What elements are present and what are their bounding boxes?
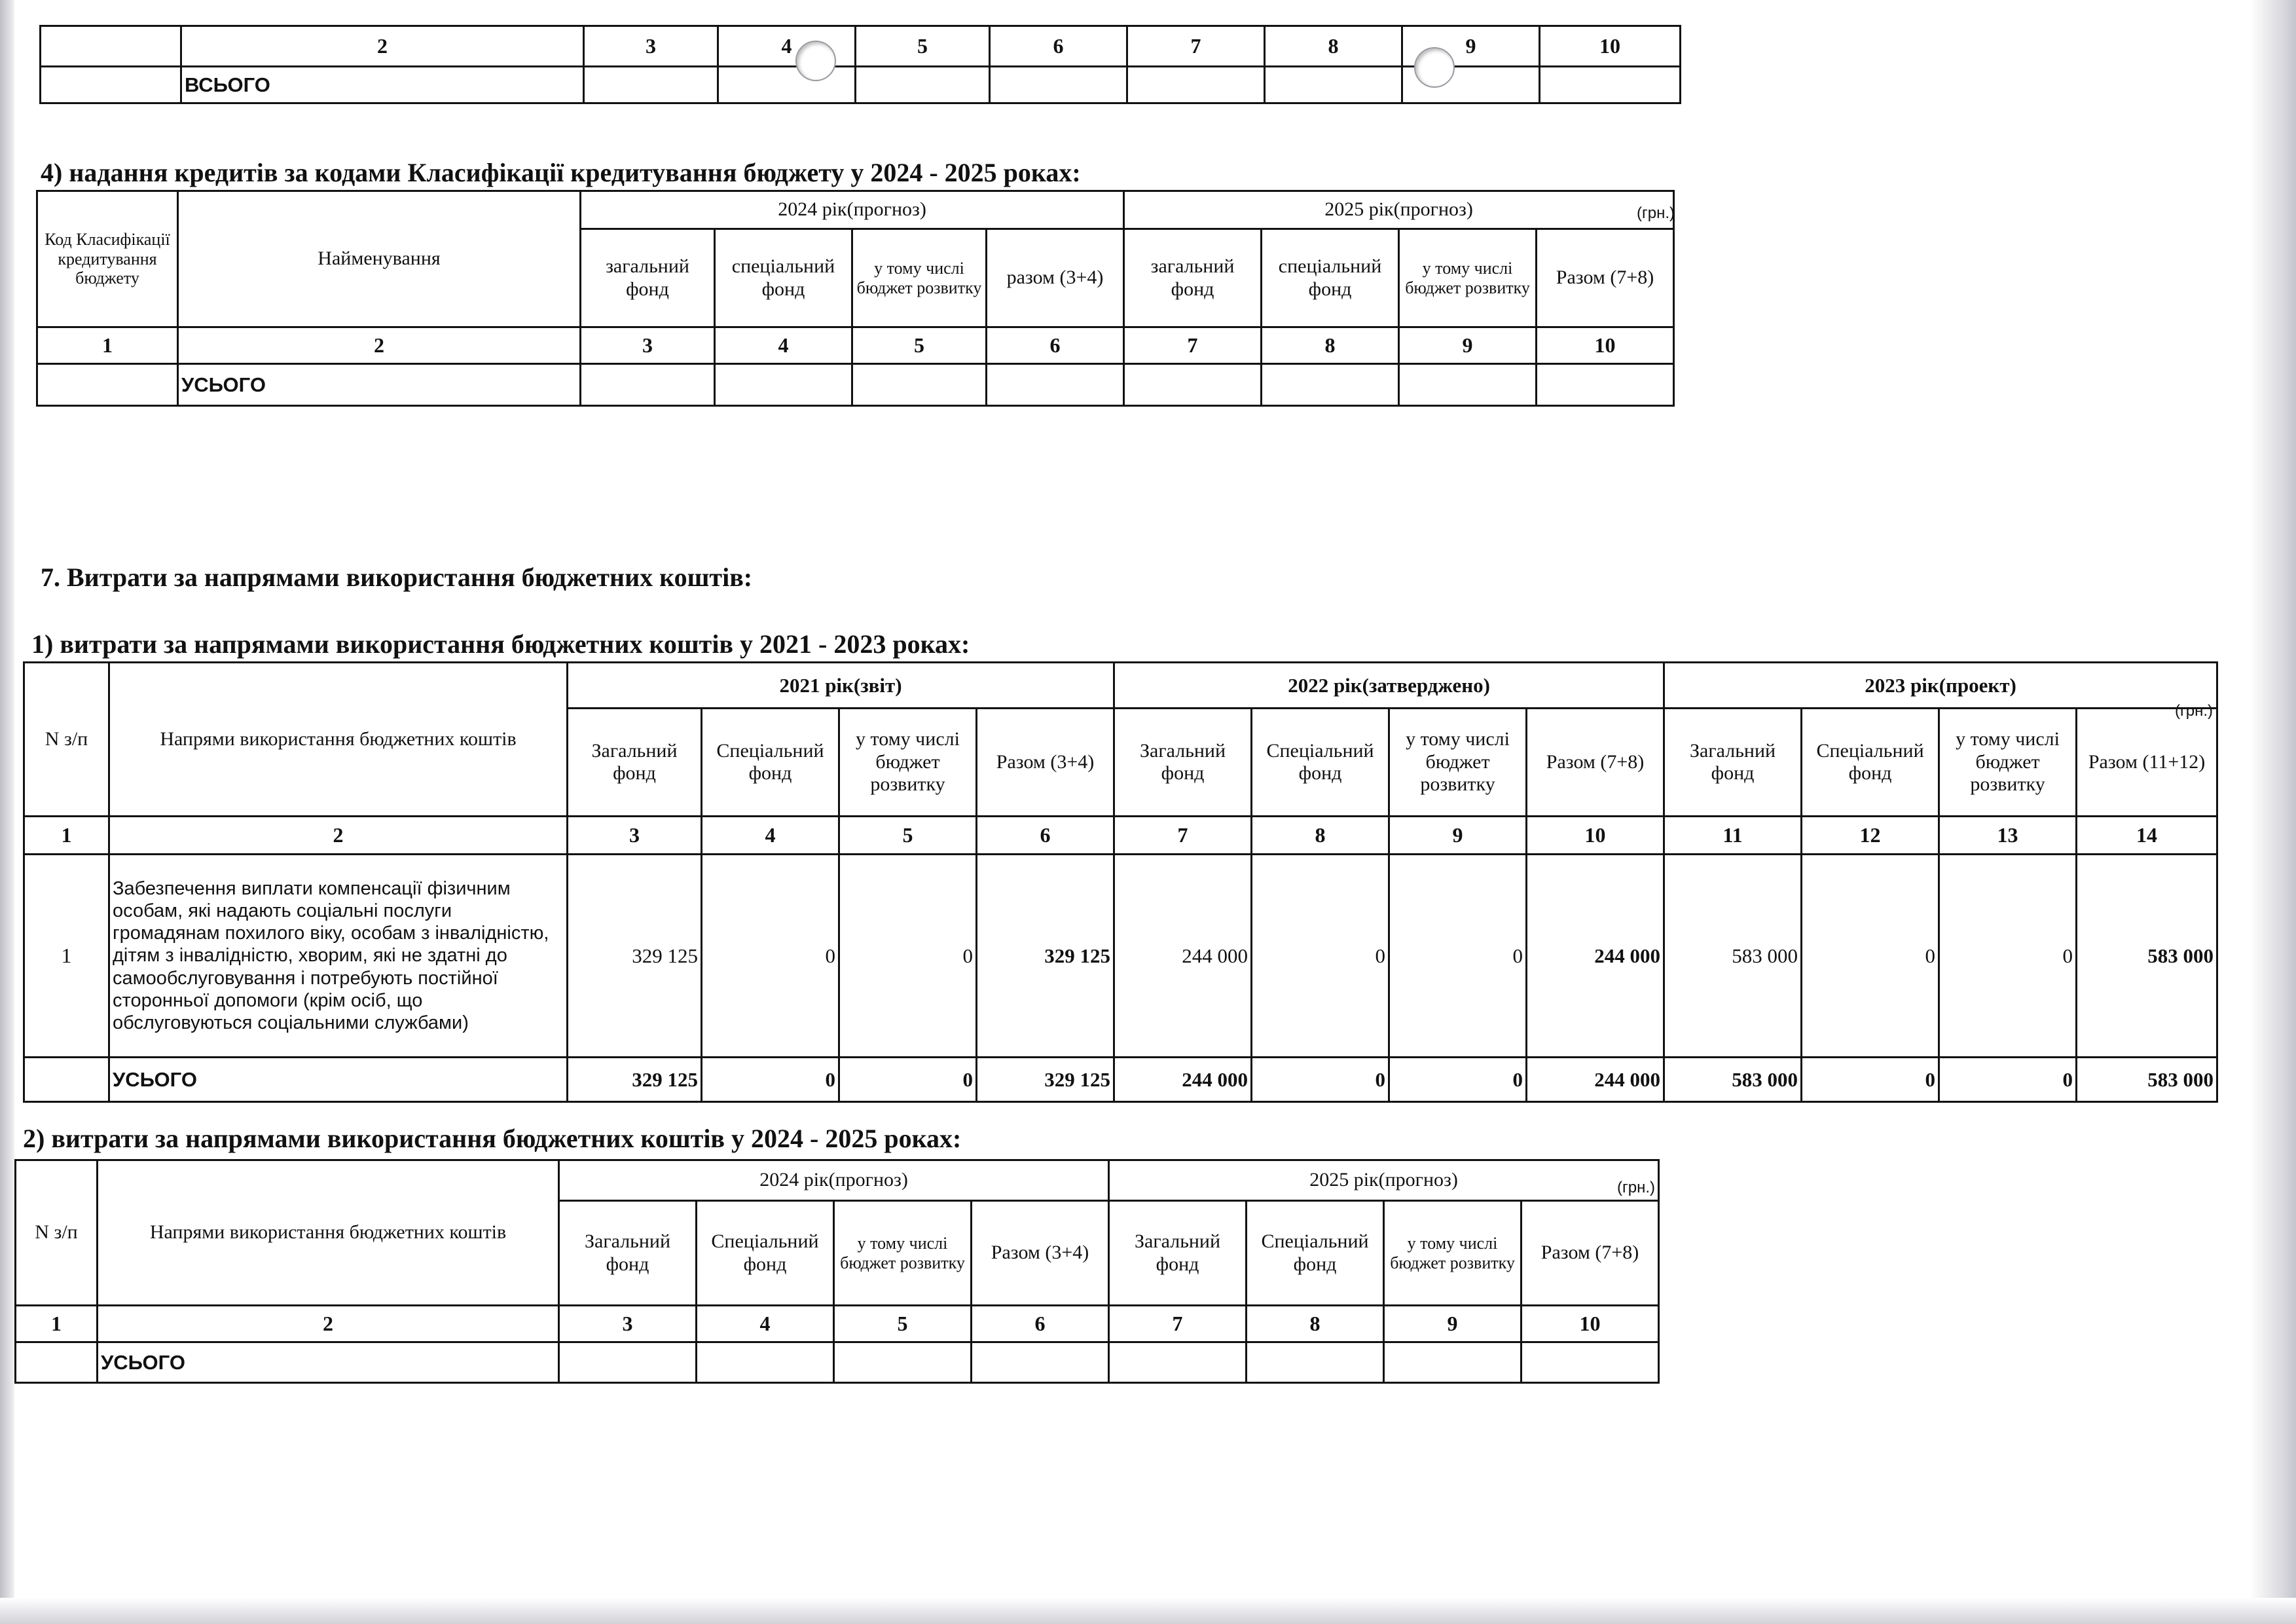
index-cell: 9 bbox=[1399, 327, 1537, 364]
cell bbox=[972, 1342, 1109, 1383]
total-label: УСЬОГО bbox=[178, 364, 581, 406]
index-cell: 10 bbox=[1537, 327, 1674, 364]
col-header-sum: Разом (7+8) bbox=[1522, 1201, 1659, 1306]
col-header-special: спеціальний фонд bbox=[1262, 229, 1399, 327]
index-cell: 7 bbox=[1109, 1306, 1247, 1342]
cell bbox=[990, 67, 1127, 103]
year-header-2023: 2023 рік(проект) bbox=[1664, 663, 2217, 709]
col-header-dev: у тому числі бюджет розвитку bbox=[1399, 229, 1537, 327]
year-header-2021: 2021 рік(звіт) bbox=[568, 663, 1114, 709]
total-value: 0 bbox=[702, 1058, 839, 1102]
unit-label: (грн.) bbox=[1637, 204, 1675, 222]
scan-shadow-bottom bbox=[0, 1598, 2296, 1624]
year-header-2024: 2024 рік(прогноз) bbox=[559, 1160, 1109, 1201]
index-cell: 8 bbox=[1262, 327, 1399, 364]
value-cell: 583 000 bbox=[1664, 855, 1802, 1058]
total-value: 583 000 bbox=[1664, 1058, 1802, 1102]
cell bbox=[1265, 67, 1402, 103]
cell bbox=[1540, 67, 1681, 103]
col-header-sum: Разом (7+8) bbox=[1537, 229, 1674, 327]
index-cell: 9 bbox=[1389, 817, 1527, 855]
total-value: 244 000 bbox=[1527, 1058, 1664, 1102]
index-cell: 3 bbox=[581, 327, 715, 364]
index-cell: 10 bbox=[1540, 26, 1681, 67]
col-header-num: N з/п bbox=[24, 663, 109, 817]
index-cell: 7 bbox=[1127, 26, 1265, 67]
col-header-sum: разом (3+4) bbox=[987, 229, 1124, 327]
index-cell: 6 bbox=[990, 26, 1127, 67]
index-cell: 6 bbox=[987, 327, 1124, 364]
cell bbox=[41, 26, 181, 67]
index-cell: 1 bbox=[16, 1306, 98, 1342]
col-header-direction: Напрями використання бюджетних коштів bbox=[98, 1160, 559, 1306]
col-header-dev: у тому числі бюджет розвитку bbox=[1389, 709, 1527, 817]
col-header-sum: Разом (3+4) bbox=[972, 1201, 1109, 1306]
index-cell: 5 bbox=[834, 1306, 972, 1342]
year-header-2025: 2025 рік(прогноз) bbox=[1109, 1160, 1659, 1201]
index-cell: 3 bbox=[568, 817, 702, 855]
index-cell: 3 bbox=[559, 1306, 697, 1342]
value-cell: 0 bbox=[1389, 855, 1527, 1058]
value-cell: 0 bbox=[839, 855, 977, 1058]
cell bbox=[987, 364, 1124, 406]
scan-shadow-right bbox=[2250, 0, 2296, 1624]
col-header-general: Загальний фонд bbox=[1664, 709, 1802, 817]
cell bbox=[1399, 364, 1537, 406]
row-number: 1 bbox=[24, 855, 109, 1058]
value-cell: 244 000 bbox=[1527, 855, 1664, 1058]
index-cell: 8 bbox=[1252, 817, 1389, 855]
cell bbox=[852, 364, 987, 406]
index-cell: 5 bbox=[852, 327, 987, 364]
cell bbox=[1124, 364, 1262, 406]
cell bbox=[559, 1342, 697, 1383]
value-cell: 0 bbox=[1252, 855, 1389, 1058]
index-cell: 12 bbox=[1802, 817, 1939, 855]
total-value: 0 bbox=[1389, 1058, 1527, 1102]
col-header-name: Найменування bbox=[178, 191, 581, 327]
index-cell: 4 bbox=[702, 817, 839, 855]
index-cell: 8 bbox=[1247, 1306, 1384, 1342]
index-cell: 4 bbox=[715, 327, 852, 364]
section7-title: 7. Витрати за напрямами використання бюджетних коштів: bbox=[41, 563, 753, 592]
col-header-special: спеціальний фонд bbox=[715, 229, 852, 327]
value-cell: 0 bbox=[1939, 855, 2077, 1058]
table-row bbox=[24, 855, 2217, 1058]
col-header-direction: Напрями використання бюджетних коштів bbox=[109, 663, 568, 817]
index-cell: 4 bbox=[718, 26, 856, 67]
year-header-2025: 2025 рік(прогноз) bbox=[1124, 191, 1674, 229]
col-header-dev: у тому числі бюджет розвитку bbox=[1384, 1201, 1522, 1306]
value-cell: 329 125 bbox=[568, 855, 702, 1058]
index-cell: 10 bbox=[1527, 817, 1664, 855]
cell bbox=[37, 364, 178, 406]
col-header-sum: Разом (3+4) bbox=[977, 709, 1114, 817]
cell bbox=[1127, 67, 1265, 103]
punch-hole-right bbox=[1414, 47, 1455, 88]
unit-label: (грн.) bbox=[1617, 1179, 1656, 1196]
index-cell: 4 bbox=[697, 1306, 834, 1342]
index-cell: 1 bbox=[24, 817, 109, 855]
col-header-dev: у тому числі бюджет розвитку bbox=[839, 709, 977, 817]
index-cell: 2 bbox=[98, 1306, 559, 1342]
cell bbox=[856, 67, 990, 103]
total-value: 0 bbox=[1252, 1058, 1389, 1102]
scan-shadow-left bbox=[0, 0, 14, 1624]
col-header-general: Загальний фонд bbox=[559, 1201, 697, 1306]
cell bbox=[697, 1342, 834, 1383]
index-cell: 5 bbox=[856, 26, 990, 67]
value-cell: 583 000 bbox=[2077, 855, 2217, 1058]
section4-title: 4) надання кредитів за кодами Класифікації кредитування бюджету у 2024 - 2025 роках: bbox=[41, 158, 1081, 187]
col-header-general: загальний фонд bbox=[581, 229, 715, 327]
year-header-2024: 2024 рік(прогноз) bbox=[581, 191, 1124, 229]
sub1-title: 1) витрати за напрямами використання бюджетних коштів у 2021 - 2023 роках: bbox=[31, 629, 970, 659]
index-cell: 2 bbox=[181, 26, 584, 67]
col-header-general: загальний фонд bbox=[1124, 229, 1262, 327]
col-header-special: Спеціальний фонд bbox=[1252, 709, 1389, 817]
index-cell: 1 bbox=[37, 327, 178, 364]
value-cell: 0 bbox=[702, 855, 839, 1058]
cell bbox=[584, 67, 718, 103]
col-header-sum: Разом (7+8) bbox=[1527, 709, 1664, 817]
index-cell: 6 bbox=[977, 817, 1114, 855]
total-value: 329 125 bbox=[568, 1058, 702, 1102]
cell bbox=[1384, 1342, 1522, 1383]
col-header-general: Загальний фонд bbox=[1114, 709, 1252, 817]
col-header-general: Загальний фонд bbox=[1109, 1201, 1247, 1306]
index-cell: 13 bbox=[1939, 817, 2077, 855]
col-header-special: Спеціальний фонд bbox=[697, 1201, 834, 1306]
punch-hole-left bbox=[795, 41, 836, 81]
cell bbox=[1109, 1342, 1247, 1383]
total-label: ВСЬОГО bbox=[181, 67, 584, 103]
index-cell: 6 bbox=[972, 1306, 1109, 1342]
col-header-special: Спеціальний фонд bbox=[1247, 1201, 1384, 1306]
direction-name: Забезпечення виплати компенсації фізичним особам, які надають соціальні послуги громадянам похилого віку, особам з інвалідністю, дітям з інвалідністю, хворим, які не здатні до самообслуговування і потребують постійної сторонньої допомоги (крім осіб, що обслуговуються соціальними службами) bbox=[109, 855, 568, 1058]
index-cell: 5 bbox=[839, 817, 977, 855]
cell bbox=[24, 1058, 109, 1102]
index-cell: 9 bbox=[1384, 1306, 1522, 1342]
total-value: 244 000 bbox=[1114, 1058, 1252, 1102]
total-value: 0 bbox=[1939, 1058, 2077, 1102]
cell bbox=[715, 364, 852, 406]
cell bbox=[718, 67, 856, 103]
col-header-dev: у тому числі бюджет розвитку bbox=[852, 229, 987, 327]
total-value: 329 125 bbox=[977, 1058, 1114, 1102]
sub2-title: 2) витрати за напрямами використання бюджетних коштів у 2024 - 2025 роках: bbox=[23, 1124, 962, 1153]
cell bbox=[41, 67, 181, 103]
cell bbox=[581, 364, 715, 406]
index-cell: 3 bbox=[584, 26, 718, 67]
col-header-general: Загальний фонд bbox=[568, 709, 702, 817]
cell bbox=[16, 1342, 98, 1383]
total-label: УСЬОГО bbox=[109, 1058, 568, 1102]
value-cell: 329 125 bbox=[977, 855, 1114, 1058]
col-header-num: N з/п bbox=[16, 1160, 98, 1306]
cell bbox=[1522, 1342, 1659, 1383]
col-header-dev: у тому числі бюджет розвитку bbox=[834, 1201, 972, 1306]
index-cell: 9 bbox=[1402, 26, 1540, 67]
col-header-special: Спеціальний фонд bbox=[1802, 709, 1939, 817]
year-header-2022: 2022 рік(затверджено) bbox=[1114, 663, 1664, 709]
value-cell: 0 bbox=[1802, 855, 1939, 1058]
table-expenses-2021-2023 bbox=[23, 661, 2218, 1103]
cell bbox=[834, 1342, 972, 1383]
index-cell: 7 bbox=[1124, 327, 1262, 364]
index-cell: 8 bbox=[1265, 26, 1402, 67]
col-header-sum: Разом (11+12) bbox=[2077, 709, 2217, 817]
cell bbox=[1247, 1342, 1384, 1383]
total-label: УСЬОГО bbox=[98, 1342, 559, 1383]
col-header-code: Код Класифікації кредитування бюджету bbox=[37, 191, 178, 327]
unit-label: (грн.) bbox=[2175, 702, 2214, 720]
total-value: 583 000 bbox=[2077, 1058, 2217, 1102]
index-cell: 14 bbox=[2077, 817, 2217, 855]
cell bbox=[1262, 364, 1399, 406]
index-cell: 10 bbox=[1522, 1306, 1659, 1342]
index-cell: 7 bbox=[1114, 817, 1252, 855]
total-row bbox=[24, 1058, 2217, 1102]
value-cell: 244 000 bbox=[1114, 855, 1252, 1058]
table-expenses-2024-2025 bbox=[14, 1159, 1660, 1384]
total-value: 0 bbox=[839, 1058, 977, 1102]
cell bbox=[1537, 364, 1674, 406]
total-value: 0 bbox=[1802, 1058, 1939, 1102]
index-cell: 11 bbox=[1664, 817, 1802, 855]
index-cell: 2 bbox=[178, 327, 581, 364]
table-credits-2024-2025 bbox=[36, 190, 1675, 407]
col-header-dev: у тому числі бюджет розвитку bbox=[1939, 709, 2077, 817]
col-header-special: Спеціальний фонд bbox=[702, 709, 839, 817]
index-cell: 2 bbox=[109, 817, 568, 855]
